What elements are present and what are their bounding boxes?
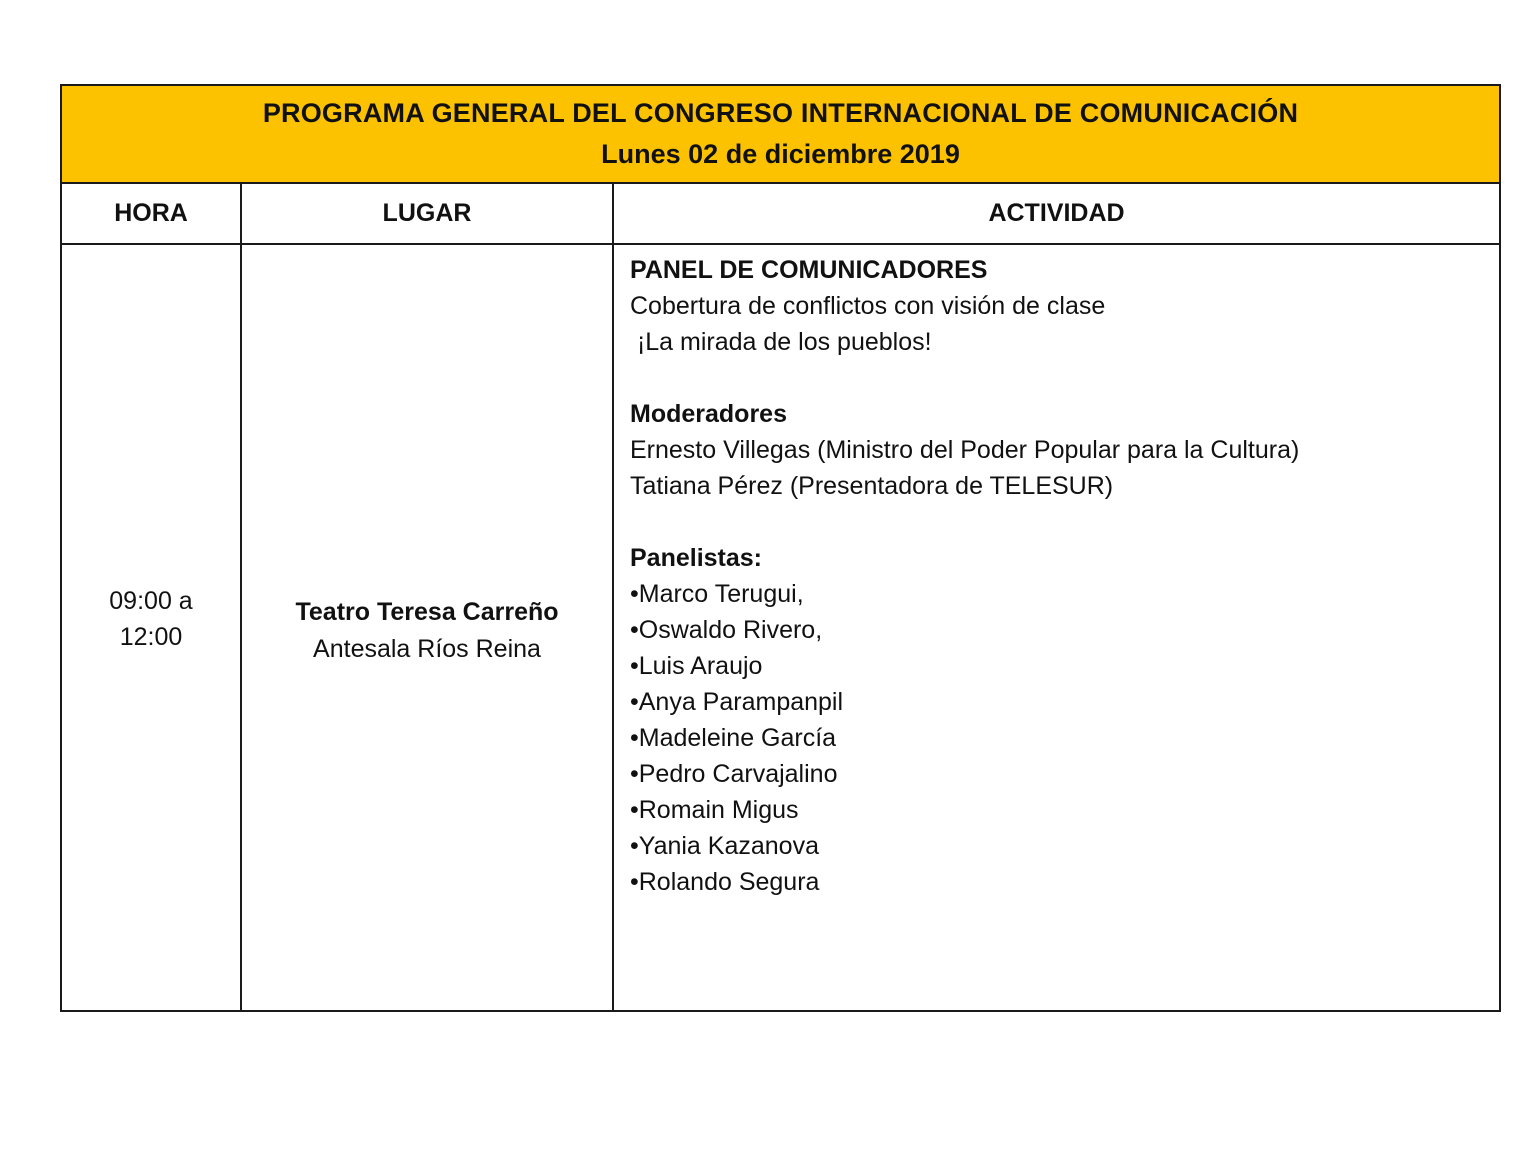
moderators-heading: Moderadores	[630, 400, 787, 428]
panelists-heading: Panelistas:	[630, 544, 763, 572]
panelist-item: •Pedro Carvajalino	[630, 760, 838, 788]
program-banner	[62, 86, 1499, 184]
panelist-item: •Oswaldo Rivero,	[630, 616, 823, 644]
activity-tagline: ¡La mirada de los pueblos!	[630, 328, 932, 356]
hora-end: 12:00	[119, 623, 183, 651]
panelist-item: •Yania Kazanova	[630, 832, 819, 860]
header-divider	[62, 243, 1499, 245]
column-header-hora: HORA	[114, 199, 188, 227]
program-table	[60, 84, 1501, 1012]
panelist-item: •Marco Terugui,	[630, 580, 804, 608]
hora-cell	[62, 583, 240, 655]
panelist-item: •Luis Araujo	[630, 652, 763, 680]
column-header-lugar: LUGAR	[382, 199, 472, 227]
panelist-item: •Romain Migus	[630, 796, 799, 824]
activity-title: PANEL DE COMUNICADORES	[630, 256, 988, 284]
panelist-item: •Madeleine García	[630, 724, 837, 752]
program-date: Lunes 02 de diciembre 2019	[601, 139, 960, 169]
moderator-item: Ernesto Villegas (Ministro del Poder Popular para la Cultura)	[630, 436, 1300, 464]
venue-room: Antesala Ríos Reina	[313, 635, 541, 663]
panelist-item: •Anya Parampanpil	[630, 688, 844, 716]
column-divider	[612, 182, 614, 1010]
lugar-cell	[242, 594, 612, 668]
actividad-cell	[630, 252, 1489, 900]
moderator-item: Tatiana Pérez (Presentadora de TELESUR)	[630, 472, 1114, 500]
program-title: PROGRAMA GENERAL DEL CONGRESO INTERNACIONAL DE COMUNICACIÓN	[262, 98, 1299, 128]
hora-start: 09:00 a	[109, 587, 193, 615]
activity-subtitle: Cobertura de conflictos con visión de clase	[630, 292, 1106, 320]
panelist-item: •Rolando Segura	[630, 868, 820, 896]
column-header-actividad: ACTIVIDAD	[988, 199, 1125, 227]
venue-name: Teatro Teresa Carreño	[295, 598, 559, 626]
